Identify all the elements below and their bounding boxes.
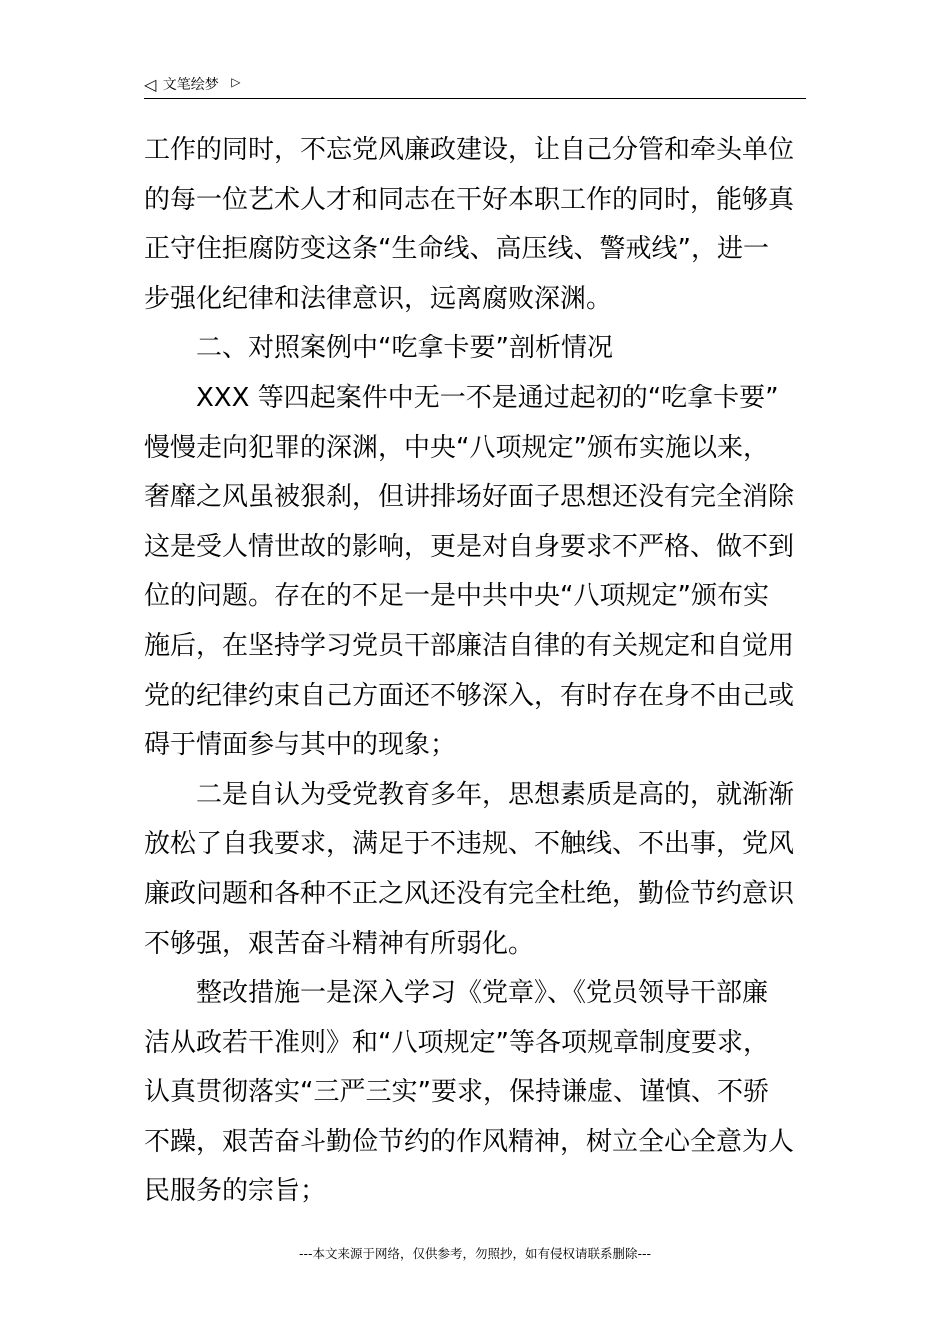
text-line: 碍于情面参与其中的现象； xyxy=(144,730,457,761)
text-line: 二是自认为受党教育多年，思想素质是高的，就渐渐 xyxy=(196,779,795,810)
text-line: 认真贯彻落实“三严三实”要求，保持谦虚、谨慎、不骄 xyxy=(144,1077,769,1108)
text-line: 廉政问题和各种不正之风还没有完全杜绝，勤俭节约意识 xyxy=(144,878,795,909)
paragraph-rectification xyxy=(144,969,806,1217)
section-heading xyxy=(144,324,806,374)
text-line: XXX 等四起案件中无一不是通过起初的“吃拿卡要” xyxy=(196,382,779,413)
triangle-left-icon: ◁ xyxy=(144,75,157,94)
paragraph-case-analysis xyxy=(144,374,806,771)
text-line: 慢慢走向犯罪的深渊，中央“八项规定”颁布实施以来， xyxy=(144,432,769,463)
text-line: 放松了自我要求，满足于不违规、不触线、不出事，党风 xyxy=(144,829,795,860)
text-line: 洁从政若干准则》和“八项规定”等各项规章制度要求， xyxy=(144,1027,769,1058)
text-line: 正守住拒腐防变这条“生命线、高压线、警戒线”，进一 xyxy=(144,234,769,265)
text-line: 这是受人情世故的影响，更是对自身要求不严格、做不到 xyxy=(144,531,795,562)
text-line: 步强化纪律和法律意识，远离腐败深渊。 xyxy=(144,283,613,314)
document-body xyxy=(144,126,806,1217)
text-line: 不够强，艰苦奋斗精神有所弱化。 xyxy=(144,928,535,959)
heading-line: 二、对照案例中“吃拿卡要”剖析情况 xyxy=(196,333,613,364)
paragraph-continuation xyxy=(144,126,806,324)
page-footer: ---本文来源于网络，仅供参考，勿照抄，如有侵权请联系删除--- xyxy=(298,1246,652,1261)
text-line: 位的问题。存在的不足一是中共中央“八项规定”颁布实 xyxy=(144,581,769,612)
text-line: 民服务的宗旨； xyxy=(144,1176,327,1207)
page-header xyxy=(144,72,806,99)
text-line: 工作的同时，不忘党风廉政建设，让自己分管和牵头单位 xyxy=(144,135,795,165)
triangle-right-icon: ▷ xyxy=(231,75,241,89)
text-line: 奢靡之风虽被狠刹，但讲排场好面子思想还没有完全消除 xyxy=(144,482,795,513)
text-line: 不躁，艰苦奋斗勤俭节约的作风精神，树立全心全意为人 xyxy=(144,1126,795,1157)
text-line: 整改措施一是深入学习《党章》、《党员领导干部廉 xyxy=(196,978,769,1009)
text-line: 施后，在坚持学习党员干部廉洁自律的有关规定和自觉用 xyxy=(144,630,795,661)
text-line: 党的纪律约束自己方面还不够深入，有时存在身不由己或 xyxy=(144,680,795,711)
header-title: 文笔绘梦 xyxy=(162,77,219,93)
paragraph-shortcoming-two xyxy=(144,771,806,969)
text-line: 的每一位艺术人才和同志在干好本职工作的同时，能够真 xyxy=(144,184,795,215)
